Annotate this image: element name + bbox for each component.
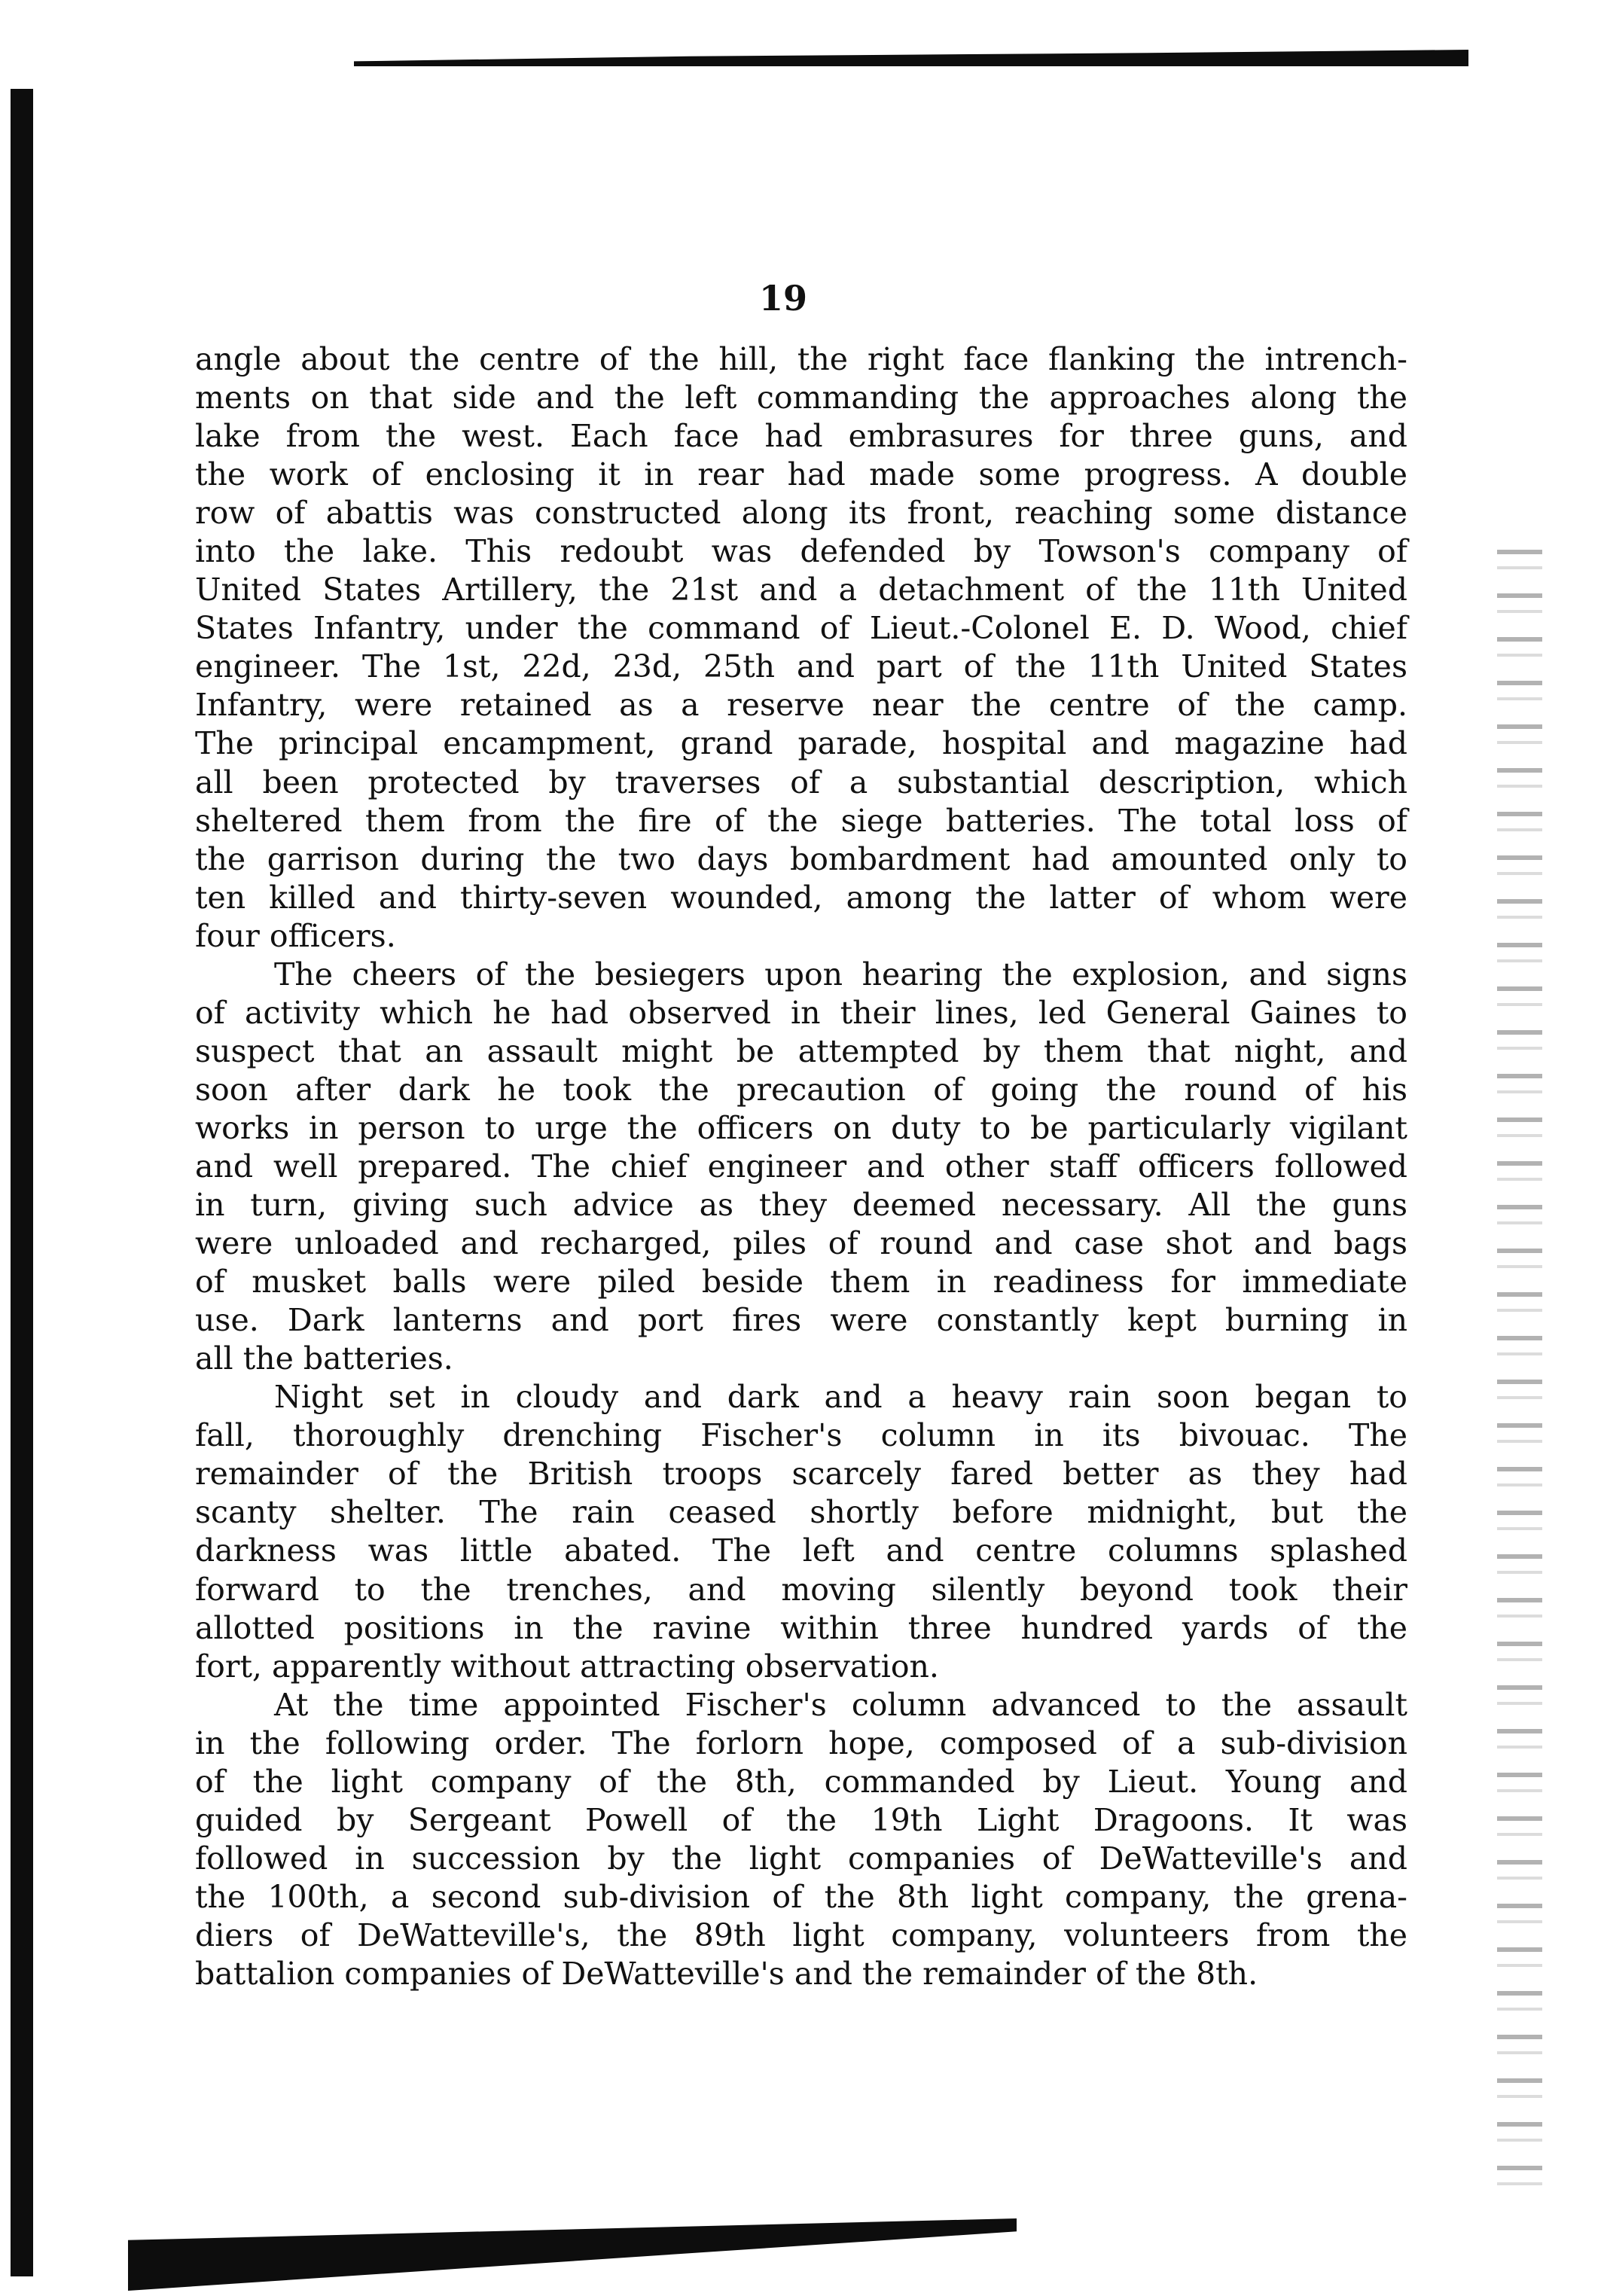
text-line: darkness was little abated. The left and centre columns splashed — [195, 1532, 1407, 1569]
text-line: Infantry, were retained as a reserve near the centre of the camp. — [195, 687, 1407, 724]
text-line: forward to the trenches, and moving silently beyond took their — [195, 1571, 1407, 1608]
text-line: four officers. — [195, 917, 396, 954]
page-number: 19 — [758, 278, 807, 319]
text-line: guided by Sergeant Powell of the 19th Light Dragoons. It was — [195, 1801, 1407, 1838]
text-line: diers of DeWatteville's, the 89th light company, volunteers from the — [195, 1916, 1407, 1953]
text-line: United States Artillery, the 21st and a detachment of the 11th United — [195, 572, 1407, 608]
text-line: all the batteries. — [195, 1340, 453, 1377]
text-line: in turn, giving such advice as they deemed necessary. All the guns — [195, 1187, 1407, 1224]
text-line: allotted positions in the ravine within three hundred yards of the — [195, 1609, 1407, 1646]
text-line: were unloaded and recharged, piles of round and case shot and bags — [195, 1225, 1407, 1262]
text-line: battalion companies of DeWatteville's and the remainder of the 8th. — [195, 1955, 1258, 1992]
text-line: ten killed and thirty-seven wounded, among the latter of whom were — [195, 879, 1407, 916]
text-line: into the lake. This redoubt was defended by Towson's company of — [195, 533, 1407, 570]
text-line: engineer. The 1st, 22d, 23d, 25th and part of the 11th United States — [195, 648, 1407, 685]
text-line: lake from the west. Each face had embrasures for three guns, and — [195, 418, 1407, 455]
text-line: Night set in cloudy and dark and a heavy rain soon began to — [274, 1379, 1407, 1416]
text-line: all been protected by traverses of a substantial description, which — [195, 764, 1407, 800]
scan-top-rule — [354, 50, 1468, 66]
text-line: soon after dark he took the precaution of going the round of his — [195, 1071, 1407, 1108]
text-line: followed in succession by the light companies of DeWatteville's and — [195, 1840, 1407, 1877]
text-line: fall, thoroughly drenching Fischer's column in its bivouac. The — [195, 1417, 1407, 1454]
text-line: the garrison during the two days bombardment had amounted only to — [195, 840, 1407, 877]
scan-bottom-rule — [128, 2218, 1017, 2291]
text-line: use. Dark lanterns and port fires were constantly kept burning in — [195, 1302, 1407, 1339]
text-line: in the following order. The forlorn hope, composed of a sub-division — [195, 1724, 1407, 1761]
text-line: fort, apparently without attracting observation. — [195, 1648, 939, 1685]
text-line: of musket balls were piled beside them in readiness for immediate — [195, 1264, 1407, 1300]
text-line: the 100th, a second sub-division of the 8th light company, the grena- — [195, 1878, 1407, 1915]
scan-right-speckle — [1497, 550, 1542, 2191]
body-text — [195, 340, 1407, 1993]
text-line: At the time appointed Fischer's column advanced to the assault — [274, 1686, 1407, 1723]
text-line: ments on that side and the left commanding the approaches along the — [195, 380, 1407, 416]
text-line: of activity which he had observed in their lines, led General Gaines to — [195, 994, 1407, 1031]
text-line: States Infantry, under the command of Lieut.-Colonel E. D. Wood, chief — [195, 610, 1407, 647]
text-line: row of abattis was constructed along its front, reaching some distance — [195, 495, 1407, 532]
text-line: The cheers of the besiegers upon hearing the explosion, and signs — [274, 956, 1407, 992]
text-line: works in person to urge the officers on duty to be particularly vigilant — [195, 1109, 1407, 1146]
text-line: sheltered them from the fire of the siege batteries. The total loss of — [195, 802, 1407, 839]
scan-left-edge — [11, 89, 33, 2276]
text-line: remainder of the British troops scarcely fared better as they had — [195, 1456, 1407, 1493]
text-line: the work of enclosing it in rear had made some progress. A double — [195, 456, 1407, 493]
text-line: angle about the centre of the hill, the right face flanking the intrench- — [195, 341, 1407, 377]
text-line: and well prepared. The chief engineer and other staff officers followed — [195, 1148, 1407, 1185]
text-line: scanty shelter. The rain ceased shortly before midnight, but the — [195, 1494, 1407, 1531]
text-line: The principal encampment, grand parade, hospital and magazine had — [195, 725, 1407, 762]
text-line: of the light company of the 8th, commanded by Lieut. Young and — [195, 1763, 1407, 1800]
text-line: suspect that an assault might be attempted by them that night, and — [195, 1032, 1407, 1069]
